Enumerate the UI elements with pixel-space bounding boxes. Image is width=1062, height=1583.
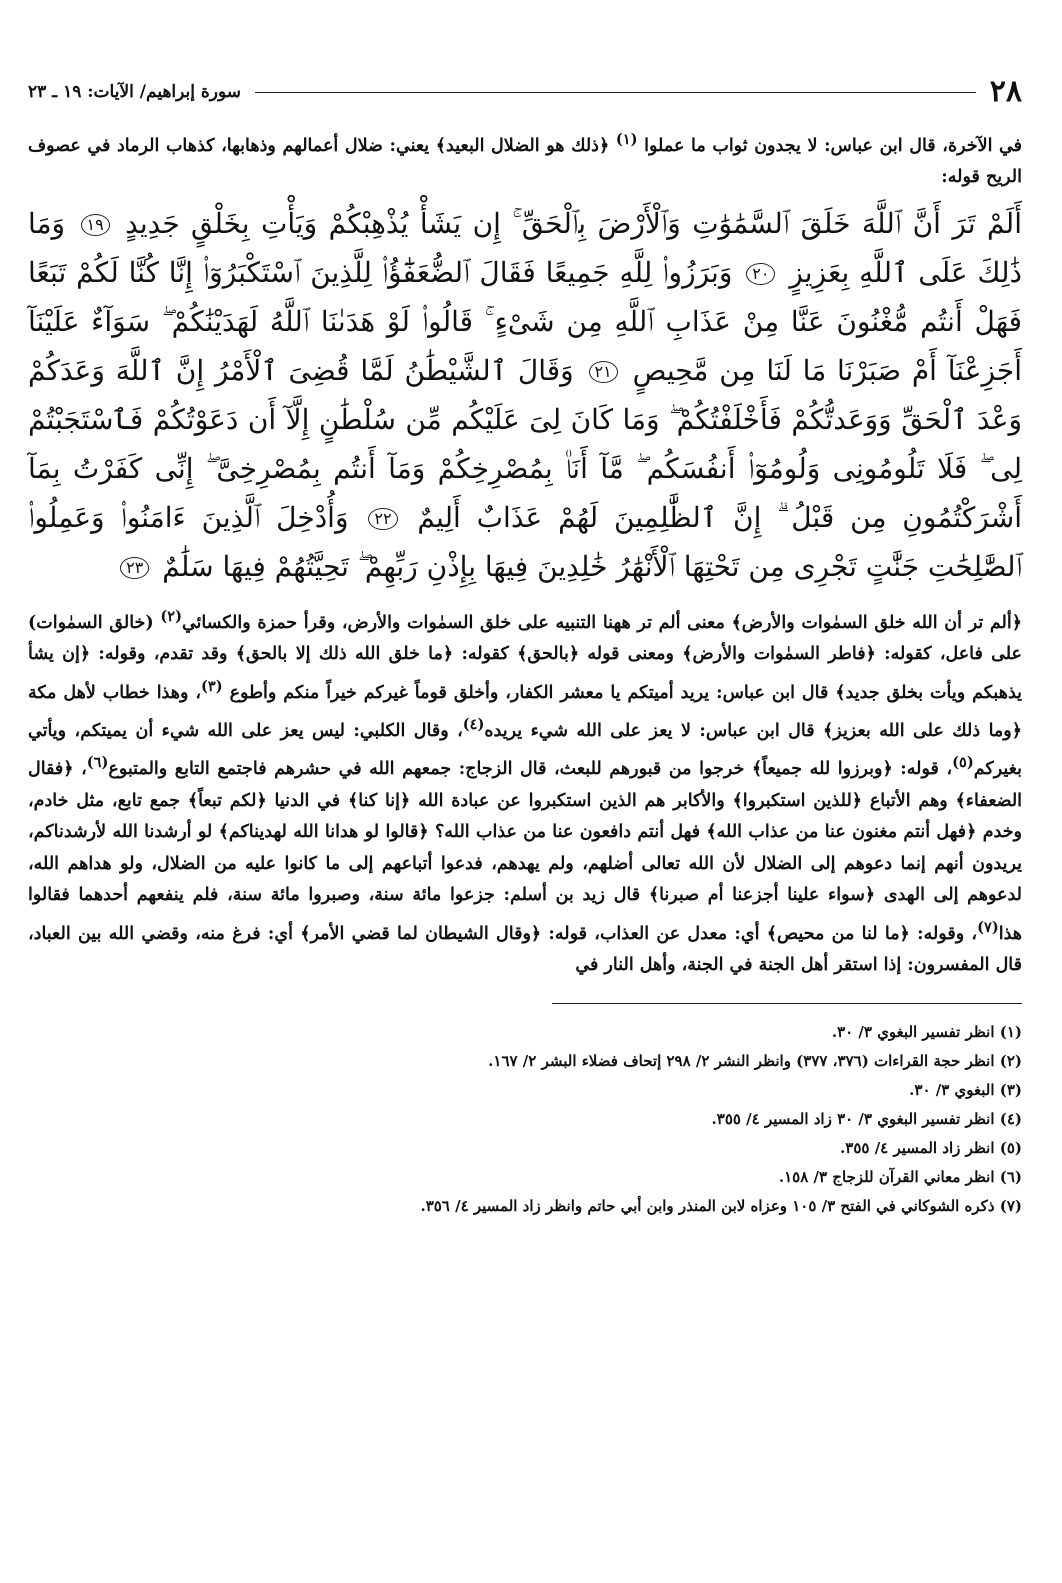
verse-text: أَلَمْ تَرَ أَنَّ ٱللَّهَ خَلَقَ ٱلسَّمَٰوَٰتِ وَٱلْأَرْضَ بِٱلْحَقِّ ۚ إِن يَشَأْ يُذْهِبْكُمْ وَيَأْتِ بِخَلْقٍ جَدِيدٍ <box>125 206 1022 240</box>
commentary-text: ، وهذا خطاب لأهل مكة <box>28 682 202 703</box>
header-rule <box>255 92 976 93</box>
verse-text: وَقَالَ ٱلشَّيْطَٰنُ لَمَّا قُضِىَ ٱلْأَمْرُ إِنَّ ٱللَّهَ وَعَدَكُمْ وَعْدَ ٱلْحَقِّ وَوَعَدتُّكُمْ فَأَخْلَفْتُكُمْ ۖ وَمَا كَانَ لِىَ عَلَيْكُم مِّن سُلْطَٰنٍ إِلَّآ أَن دَعَوْتُكُمْ فَٱسْتَجَبْتُمْ لِى ۖ فَلَا تَلُومُونِى وَلُومُوٓا۟ أَنفُسَكُم ۖ مَّآ أَنَا۠ بِمُصْرِخِكُمْ وَمَآ أَنتُم بِمُصْرِخِىَّ ۖ إِنِّى كَفَرْتُ بِمَآ أَشْرَكْتُمُونِ مِن قَبْلُ ۗ إِنَّ ٱلظَّٰلِمِينَ لَهُمْ عَذَابٌ أَلِيمٌ <box>28 353 1022 534</box>
intro-text <box>609 136 616 156</box>
quran-quote: ﴿إنا كنا﴾ <box>347 790 411 811</box>
footnote-ref: (٥) <box>952 754 974 772</box>
ayah-number-mark: ١٩ <box>81 214 110 236</box>
commentary-text: والأكابر هم الذين استكبروا عن عبادة الله <box>410 790 733 811</box>
quran-quote: ﴿وقال الشيطان لما قضي الأمر﴾ <box>300 923 542 944</box>
commentary-text: ، <box>73 759 87 780</box>
quran-quote: ﴿وما ذلك على الله بعزيز﴾ <box>823 720 1022 741</box>
commentary-text: لو أرشدنا الله لأرشدناكم، يريدون أنهم إنما دعوهم إلى الضلال لأن الله تعالى أضلهم، ولم يهدهم، فدعوا أتباعهم إلى ما كانوا عليه من الضلال، ولو هداهم الله، لدعوهم إلى الهدى <box>28 822 1023 906</box>
verse-text: وَمَا ذَٰلِكَ عَلَى ٱللَّهِ بِعَزِيزٍ <box>28 206 1023 289</box>
quran-quote: ﴿وبرزوا لله جميعاً﴾ <box>751 759 893 780</box>
commentary-text: ، وقوله: <box>909 923 978 944</box>
footnote-ref: (٢) <box>160 607 182 625</box>
footnote-item: (٢) انظر حجة القراءات (٣٧٦، ٣٧٧) وانظر النشر ٢/ ٢٩٨ إتحاف فضلاء البشر ٢/ ١٦٧. <box>488 1052 1022 1071</box>
quran-quote: ﴿فاطر السمٰوات والأرض﴾ <box>682 644 876 665</box>
commentary-text: ، وقال الكلبي: ليس يعز على الله شيء أن يميتكم، ويأتي بغيركم <box>28 720 1022 780</box>
footnote-ref: (٤) <box>462 715 485 733</box>
page-header <box>28 72 1022 112</box>
quran-quote: ﴿فهل أنتم مغنون عنا من عذاب الله﴾ <box>706 822 977 843</box>
ayah-number-mark: ٢٢ <box>368 508 397 530</box>
footnote-ref: (٣) <box>201 677 223 695</box>
footnote-ref: (١) <box>615 131 638 148</box>
quran-quote: ﴿ما خلق الله ذلك إلا بالحق﴾ <box>235 644 454 665</box>
ayah-number-mark: ٢٠ <box>746 263 775 285</box>
ayah-number-mark: ٢١ <box>589 361 618 383</box>
commentary-text: (خالق السمٰوات) على فاعل، كقوله: <box>28 612 1022 665</box>
commentary-text: معنى ألم تر ههنا التنبيه على خلق السمٰوات والأرض، وقرأ حمزة والكسائي <box>181 612 732 633</box>
commentary-text: وقد تقدم، وقوله: <box>90 644 236 665</box>
footnote-item: (١) انظر تفسير البغوي ٣/ ٣٠. <box>831 1023 1022 1042</box>
commentary-text: قال ابن عباس: يريد أميتكم يا معشر الكفار، وأخلق قوماً غيركم خيراً منكم وأطوع <box>222 682 836 703</box>
footnote-item: (٧) ذكره الشوكاني في الفتح ٣/ ١٠٥ وعزاه لابن المنذر وابن أبي حاتم وانظر زاد المسير ٤/ ٣٥٦. <box>420 1197 1022 1216</box>
commentary-text: ، قوله: <box>892 759 953 780</box>
footnote-item: (٣) البغوي ٣/ ٣٠. <box>909 1081 1022 1100</box>
footnotes-list <box>28 1018 1022 1221</box>
commentary-text: فهل أنتم دافعون عنا من عذاب الله؟ <box>428 822 707 843</box>
intro-text: يعني: ضلال أعمالهم وذهابها، كذهاب الرماد في عصوف الريح قوله: <box>28 135 1022 187</box>
quran-quote: ﴿فقال الضعفاء﴾ <box>28 759 1023 811</box>
quran-quote: ﴿قالوا لو هدانا الله لهديناكم﴾ <box>218 822 429 843</box>
footnote-item: (٤) انظر تفسير البغوي ٣/ ٣٠ زاد المسير ٤/ ٣٥٥. <box>711 1110 1022 1129</box>
quran-quote: ﴿سواء علينا أجزعنا أم صبرنا﴾ <box>648 885 876 906</box>
intro-paragraph <box>28 124 1022 193</box>
commentary-text: وهم الأتباع <box>862 790 956 811</box>
commentary-text: أي: فرغ منه، وقضي الله بين العباد، قال المفسرون: إذا استقر أهل الجنة في الجنة، وأهل النار في <box>28 923 1022 975</box>
book-page <box>28 72 1022 1221</box>
footnote-ref: (٧) <box>977 918 999 936</box>
footnote-item: (٥) انظر زاد المسير ٤/ ٣٥٥. <box>840 1139 1022 1158</box>
tafsir-commentary <box>28 601 1022 982</box>
commentary-text: جمع تابع، مثل خادم، وخدم <box>28 790 1023 843</box>
commentary-text: أي: معدل عن العذاب، قوله: <box>541 923 767 944</box>
quran-quote: ﴿ألم تر أن الله خلق السمٰوات والأرض﴾ <box>731 612 1023 633</box>
page-number: ٢٨ <box>989 74 1022 109</box>
commentary-text: خرجوا من قبورهم للبعث، قال الزجاج: جمعهم الله في حشرهم فاجتمع التابع والمتبوع <box>108 759 752 780</box>
verse-text: وَبَرَزُوا۟ لِلَّهِ جَمِيعًا فَقَالَ ٱلضُّعَفَٰٓؤُا۟ لِلَّذِينَ ٱسْتَكْبَرُوٓا۟ إِنَّا كُنَّا لَكُمْ تَبَعًا فَهَلْ أَنتُم مُّغْنُونَ عَنَّا مِنْ عَذَابِ ٱللَّهِ مِن شَىْءٍ ۚ قَالُوا۟ لَوْ هَدَىٰنَا ٱللَّهُ لَهَدَيْنَٰكُمْ ۖ سَوَآءٌ عَلَيْنَآ أَجَزِعْنَآ أَمْ صَبَرْنَا مَا لَنَا مِن مَّحِيصٍ <box>28 255 1023 387</box>
footnote-item: (٦) انظر معاني القرآن للزجاج ٣/ ١٥٨. <box>778 1168 1022 1187</box>
quran-verses-block <box>28 199 1022 591</box>
quran-quote: ﴿ما لنا من محيص﴾ <box>766 923 910 944</box>
quran-quote: ﴿إن يشأ يذهبكم ويأت بخلق جديد﴾ <box>28 644 1023 703</box>
footnote-ref: (٦) <box>86 754 109 772</box>
commentary-text: ومعنى <box>619 644 683 665</box>
quran-quote: ﴿لكم تبعاً﴾ <box>187 790 267 811</box>
commentary-text: في الدنيا <box>266 790 348 811</box>
commentary-text: كقوله: <box>453 644 518 665</box>
quran-quote: ﴿للذين استكبروا﴾ <box>732 790 863 811</box>
intro-text: في الآخرة، قال ابن عباس: لا يجدون ثواب ما عملوا <box>637 135 1022 156</box>
verse-text: وَأُدْخِلَ ٱلَّذِينَ ءَامَنُوا۟ وَعَمِلُوا۟ ٱلصَّٰلِحَٰتِ جَنَّٰتٍ تَجْرِى مِن تَحْتِهَا ٱلْأَنْهَٰرُ خَٰلِدِينَ فِيهَا بِإِذْنِ رَبِّهِمْ ۖ تَحِيَّتُهُمْ فِيهَا سَلَٰمٌ <box>28 500 1022 583</box>
footnote-separator <box>552 1003 1022 1004</box>
commentary-text: قال زيد بن أسلم: جزعوا مائة سنة، وصبروا مائة سنة، فلم ينفعهم أحدهما فقالوا هذا <box>28 885 1023 944</box>
commentary-text: قال ابن عباس: لا يعز على الله شيء يريده <box>484 720 824 741</box>
ayah-number-mark: ٢٣ <box>120 557 149 579</box>
quran-quote: قوله ﴿بالحق﴾ <box>517 644 620 665</box>
running-title: سورة إبراهيم/ الآيات: ١٩ ـ ٢٣ <box>28 82 242 102</box>
quran-quote: ﴿ذلك هو الضلال البعيد﴾ <box>435 135 610 156</box>
